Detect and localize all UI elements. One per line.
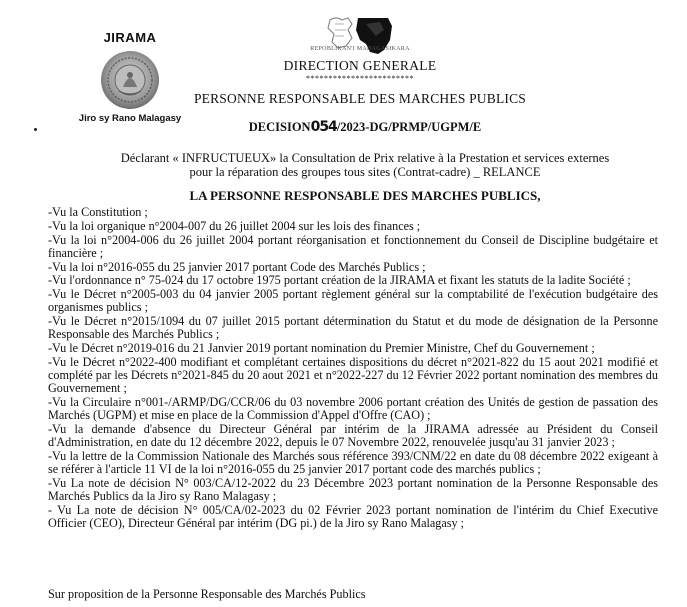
office-title: PERSONNE RESPONSABLE DES MARCHES PUBLICS [193,91,527,106]
brand-name: JIRAMA [103,30,157,45]
consideration-item: -Vu la loi organique n°2004-007 du 26 juillet 2004 sur les lois des finances ; [48,218,421,233]
footer-proposal: Sur proposition de la Personne Responsable des Marchés Publics [48,587,366,601]
consideration-item: -Vu la Circulaire n°001-/ARMP/DG/CCR/06 du 03 novembre 2006 portant création des Unités de gestion de passation des Marchés (UGPM) et mise en place de la Commission d'Appel d'Offre (CAO) ; [48,395,658,423]
consideration-item: -Vu la Constitution ; [48,205,148,219]
declaration-line-1: Déclarant « INFRUCTUEUX» la Consultation de Prix relative à la Prestation et services externes [120,151,610,165]
consideration-item: -Vu le Décret n°2019-016 du 21 Janvier 2019 portant nomination du Premier Ministre, Chef du Gouvernement ; [48,341,595,356]
jirama-brand [70,30,190,124]
consideration-item: -Vu le Décret n°2005-003 du 04 janvier 2005 portant règlement général sur la comptabilité de l'exécution budgétaire des organismes publics ; [48,287,658,315]
jirama-seal-logo [99,49,161,111]
brand-tagline: Jiro sy Rano Malagasy [78,113,182,124]
declaration-line-2: pour la réparation des groupes tous sites (Contrat-cadre) _ RELANCE [189,165,541,179]
consideration-item: -Vu la demande d'absence du Directeur Général par intérim de la JIRAMA adressée au Président du Conseil d'Administration, en date du 12 décembre 2022, depuis le 07 Novembre 2022, renouvelée jusqu'au 31 janvier 2023 ; [48,422,658,450]
consideration-item: -Vu l'ordonnance n° 75-024 du 17 octobre 1975 portant création de la JIRAMA et fixant les statuts de la ladite Société ; [48,273,631,288]
consideration-item: -Vu la loi n°2004-006 du 26 juillet 2004 portant réorganisation et fonctionnement du Conseil de Discipline budgétaire et financière ; [48,232,658,260]
decision-reference [200,119,530,135]
decision-number: 054 [310,119,337,135]
consideration-item: -Vu la loi n°2016-055 du 25 janvier 2017 portant Code des Marchés Publics ; [48,259,426,274]
consideration-item: -Vu le Décret n°2015/1094 du 07 juillet 2015 portant détermination du Statut et du mode de désignation de la Personne Responsable des Marchés Publics ; [48,314,658,342]
decision-prefix: DECISION [248,120,311,134]
consideration-item: -Vu La note de décision N° 003/CA/12-2022 du 23 Décembre 2023 portant nomination de la Personne Responsable des Marchés Publics da la Jiro sy Rano Malagasy ; [48,476,658,504]
consideration-item: -Vu la lettre de la Commission Nationale des Marchés sous référence 393/CNM/22 en date du 08 décembre 2022 exigeant à se référer à l'article 11 VI de la loi n°2016-055 du 25 janvier 2017 portant code des marchés publics ; [48,449,658,477]
consideration-item: - Vu La note de décision N° 005/CA/02-2023 du 02 Février 2023 portant nomination de l'intérim du Chief Executive Officier (CEO), Directeur Général par intérim (DG pi.) de la Jiro sy Rano Malagasy ; [48,503,658,531]
decision-suffix: /2023-DG/PRMP/UGPM/E [336,120,482,134]
stars-separator: ************************ [306,74,414,83]
authority-heading: LA PERSONNE RESPONSABLE DES MARCHES PUBLICS, [189,188,541,203]
declaration [70,151,660,179]
republic-label: REPOBLIKAN'I MADAGASIKARA [310,46,410,52]
direction-title: DIRECTION GENERALE [283,58,437,73]
margin-dot [34,128,37,131]
considerations-list [48,206,658,531]
consideration-item: -Vu le Décret n°2022-400 modifiant et complétant certaines dispositions du décret n°2021-822 du 15 aout 2021 modifié et complété par les Décrets n°2021-845 du 20 aout 2021 et n°2022-227 du 12 Février 2022 portant nomination des membres du Gouvernement ; [48,354,658,396]
